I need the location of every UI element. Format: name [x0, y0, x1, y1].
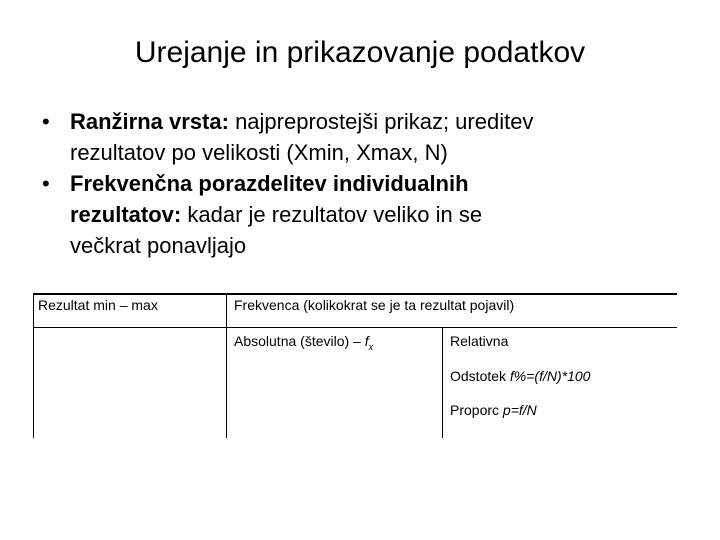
bullet-text: kadar je rezultatov veliko in se	[181, 202, 483, 227]
bullet-text: večkrat ponavljajo	[70, 233, 247, 258]
table-border-left	[33, 293, 34, 438]
proporc-formula: p=f/N	[502, 402, 537, 418]
table-subcolumn-divider	[442, 327, 443, 438]
bullet-term: Frekvenčna porazdelitev individualnih	[70, 171, 469, 196]
absolutna-label: Absolutna (število) –	[234, 333, 365, 349]
table-header-divider	[33, 327, 677, 328]
bullet-dot: •	[42, 171, 50, 196]
bullet-item-ranzirna-vrsta	[42, 106, 702, 168]
bullet-text: najpreprostejši prikaz; ureditev	[228, 109, 534, 134]
proporc-label: Proporc	[450, 402, 503, 418]
table-cell-proporc	[450, 401, 537, 419]
slide-title: Urejanje in prikazovanje podatkov	[134, 36, 586, 69]
table-column-divider	[226, 293, 227, 438]
bullet-term: rezultatov:	[70, 202, 182, 227]
table-cell-odstotek	[450, 367, 590, 385]
odstotek-label: Odstotek	[450, 368, 510, 384]
frequency-table	[33, 293, 677, 438]
bullet-list	[42, 106, 702, 261]
bullet-text: rezultatov po velikosti (Xmin, Xmax, N)	[70, 140, 448, 165]
table-cell-absolutna	[234, 332, 373, 356]
table-border-top	[33, 293, 677, 295]
absolutna-symbol: f	[364, 333, 369, 349]
absolutna-subscript: x	[368, 341, 374, 352]
bullet-term: Ranžirna vrsta:	[70, 109, 229, 134]
bullet-item-frekvencna-porazdelitev	[42, 168, 702, 261]
table-header-rezultat: Rezultat min – max	[38, 297, 158, 313]
table-header-frekvenca: Frekvenca (kolikokrat se je ta rezultat pojavil)	[234, 297, 515, 313]
odstotek-formula: f%=(f/N)*100	[509, 368, 591, 384]
table-cell-relativna: Relativna	[450, 333, 509, 349]
bullet-dot: •	[42, 109, 50, 134]
